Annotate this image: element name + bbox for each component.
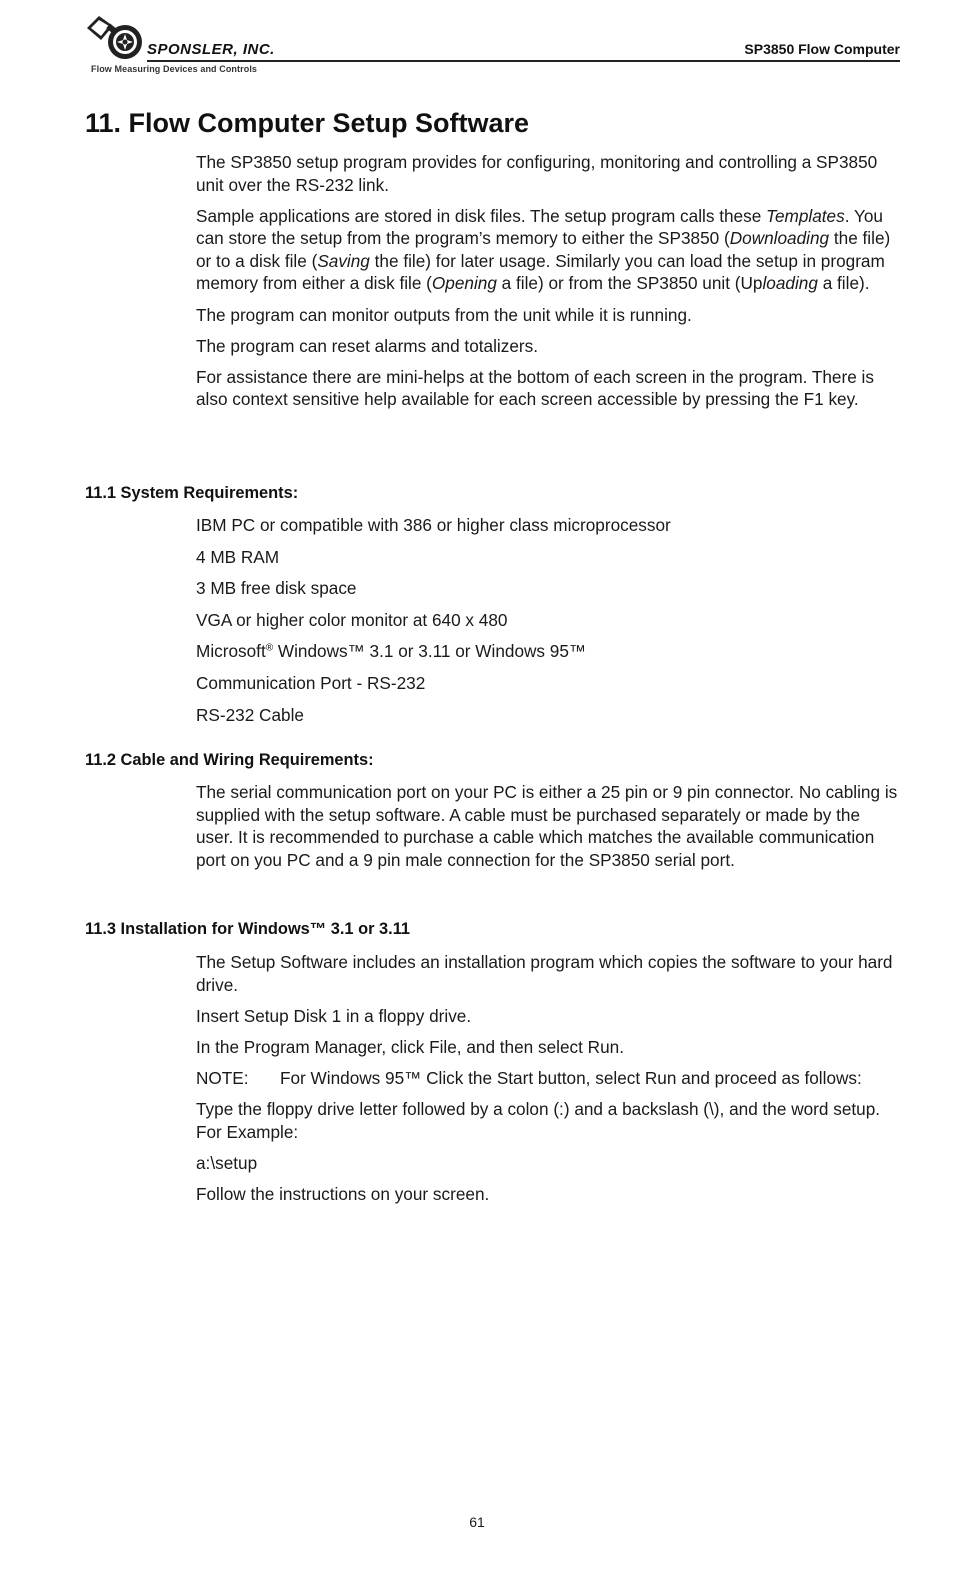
cable-requirements-section (196, 781, 900, 880)
list-item: Microsoft® Windows™ 3.1 or 3.11 or Windows 95™ (196, 641, 587, 662)
note-text: For Windows 95™ Click the Start button, select Run and proceed as follows: (280, 1067, 862, 1088)
install-paragraph-5: Follow the instructions on your screen. (196, 1183, 490, 1204)
company-name: SPONSLER, INC. (147, 41, 275, 58)
header-divider (147, 60, 900, 62)
intro-paragraph-4: The program can reset alarms and totalizers. (196, 335, 538, 356)
list-item: 3 MB free disk space (196, 578, 357, 599)
cable-paragraph: The serial communication port on your PC is either a 25 pin or 9 pin connector. No cabling is supplied with the setup software. A cable must be purchased separately or made by the user. It is recommended to purchase a cable which matches the available communication port on you PC and a 9 pin male connection for the SP3850 serial port. (196, 782, 898, 870)
list-item: 4 MB RAM (196, 546, 280, 567)
page-header (85, 14, 900, 76)
list-item: IBM PC or compatible with 386 or higher class microprocessor (196, 515, 671, 535)
note-label: NOTE: (196, 1067, 249, 1088)
install-paragraph-1: The Setup Software includes an installation program which copies the software to your hard drive. (196, 952, 893, 995)
company-logo (85, 14, 300, 76)
installation-section (196, 951, 900, 1214)
chapter-title: 11. Flow Computer Setup Software (85, 108, 530, 138)
system-requirements-list (196, 514, 671, 735)
section-3-title: 11.3 Installation for Windows™ 3.1 or 3.11 (85, 920, 411, 938)
section-1-title: 11.1 System Requirements: (85, 484, 299, 502)
list-item: RS-232 Cable (196, 704, 304, 725)
list-item: VGA or higher color monitor at 640 x 480 (196, 609, 508, 630)
install-paragraph-3: In the Program Manager, click File, and then select Run. (196, 1036, 624, 1057)
intro-paragraph-2: Sample applications are stored in disk files. The setup program calls these Templates. You can store the setup from the program’s memory to either the SP3850 (Downloading the file) or to a disk file (Saving the file) for later usage. Similarly you can load the setup in program memory from either a disk file (Opening a file) or from the SP3850 unit (Uploading a file). (196, 205, 891, 294)
document-title: SP3850 Flow Computer (744, 41, 900, 57)
install-paragraph-2: Insert Setup Disk 1 in a floppy drive. (196, 1005, 472, 1026)
intro-paragraph-5: For assistance there are mini-helps at the bottom of each screen in the program. There is also context sensitive help available for each screen accessible by pressing the F1 key. (196, 366, 874, 410)
flow-meter-logo-icon (85, 14, 155, 64)
company-tagline: Flow Measuring Devices and Controls (91, 64, 258, 74)
list-item: Communication Port - RS-232 (196, 672, 426, 693)
intro-section (196, 151, 900, 419)
intro-paragraph-3: The program can monitor outputs from the unit while it is running. (196, 304, 692, 325)
install-example: a:\setup (196, 1152, 258, 1173)
intro-paragraph-1: The SP3850 setup program provides for configuring, monitoring and controlling a SP3850 unit over the RS-232 link. (196, 152, 878, 195)
install-paragraph-4: Type the floppy drive letter followed by a colon (:) and a backslash (\), and the word setup. For Example: (196, 1098, 881, 1142)
section-2-title: 11.2 Cable and Wiring Requirements: (85, 751, 374, 769)
page-number: 61 (469, 1514, 485, 1530)
install-note (196, 1067, 900, 1090)
